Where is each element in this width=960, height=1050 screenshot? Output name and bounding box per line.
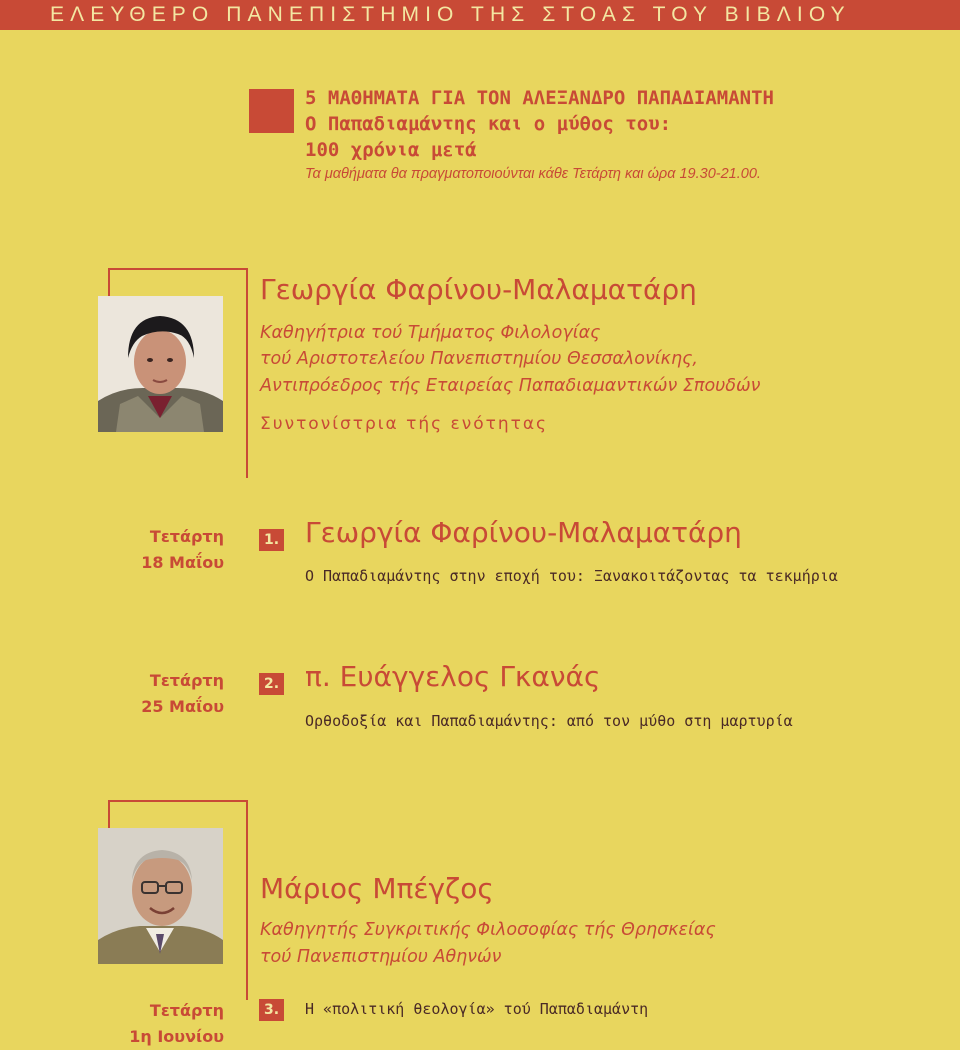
frame-left-line xyxy=(108,268,110,298)
speaker3-photo xyxy=(98,828,223,964)
coordinator-role-line3: Αντιπρόεδρος τής Εταιρείας Παπαδιαμαντικών Σπουδών xyxy=(260,376,761,396)
speaker3-name: Μάριος Μπέγζος xyxy=(260,872,494,905)
frame3-top-line xyxy=(108,800,248,802)
lecture-3-date: 1η Ιουνίου xyxy=(129,1027,224,1046)
series-subtitle-line2: 100 χρόνια μετά xyxy=(305,139,477,161)
series-heading xyxy=(305,85,774,182)
decorative-square xyxy=(249,89,294,133)
speaker3-role-line2: τού Πανεπιστημίου Αθηνών xyxy=(260,947,502,967)
coordinator-name: Γεωργία Φαρίνου-Μαλαματάρη xyxy=(260,273,697,306)
lecture-2-date: 25 Μαΐου xyxy=(141,697,224,716)
lecture-1-title: Ο Παπαδιαμάντης στην εποχή του: Ξανακοιτάζοντας τα τεκμήρια xyxy=(305,567,838,585)
frame-top-line xyxy=(108,268,248,270)
speaker3-role-line1: Καθηγητής Συγκριτικής Φιλοσοφίας τής Θρησκείας xyxy=(260,920,716,940)
frame-divider-line xyxy=(246,268,248,478)
banner-title: ΕΛΕΥΘΕΡΟ ΠΑΝΕΠΙΣΤΗΜΙΟ ΤΗΣ ΣΤΟΑΣ ΤΟΥ ΒΙΒΛΙΟΥ xyxy=(50,3,851,26)
lecture-1-speaker: Γεωργία Φαρίνου-Μαλαματάρη xyxy=(305,516,742,549)
top-banner xyxy=(0,0,960,30)
lecture-2-day: Τετάρτη xyxy=(149,671,224,690)
lecture-3-title: Η «πολιτική θεολογία» τού Παπαδιαμάντη xyxy=(305,1000,649,1018)
lecture-1-number: 1. xyxy=(259,529,284,551)
series-schedule: Τα μαθήματα θα πραγματοποιούνται κάθε Τετάρτη και ώρα 19.30-21.00. xyxy=(305,166,761,182)
lecture-1-day: Τετάρτη xyxy=(149,527,224,546)
lecture-2-title: Ορθοδοξία και Παπαδιαμάντης: από τον μύθο στη μαρτυρία xyxy=(305,712,793,730)
lecture-2-number: 2. xyxy=(259,673,284,695)
frame3-left-line xyxy=(108,800,110,830)
frame3-divider-line xyxy=(246,800,248,1000)
coordinator-role-line1: Καθηγήτρια τού Τμήματος Φιλολογίας xyxy=(260,323,601,343)
series-title: 5 ΜΑΘΗΜΑΤΑ ΓΙΑ ΤΟΝ ΑΛΕΞΑΝΔΡΟ ΠΑΠΑΔΙΑΜΑΝΤΗ xyxy=(305,87,774,109)
lecture-3-day: Τετάρτη xyxy=(149,1001,224,1020)
lecture-2-speaker: π. Ευάγγελος Γκανάς xyxy=(305,660,601,693)
coordinator-label: Συντονίστρια τής ενότητας xyxy=(260,414,549,434)
coordinator-role-line2: τού Αριστοτελείου Πανεπιστημίου Θεσσαλονίκης, xyxy=(260,349,698,369)
lecture-1-date: 18 Μαΐου xyxy=(141,553,224,572)
lecture-3-number: 3. xyxy=(259,999,284,1021)
series-subtitle-line1: Ο Παπαδιαμάντης και ο μύθος του: xyxy=(305,113,672,135)
coordinator-photo xyxy=(98,296,223,432)
